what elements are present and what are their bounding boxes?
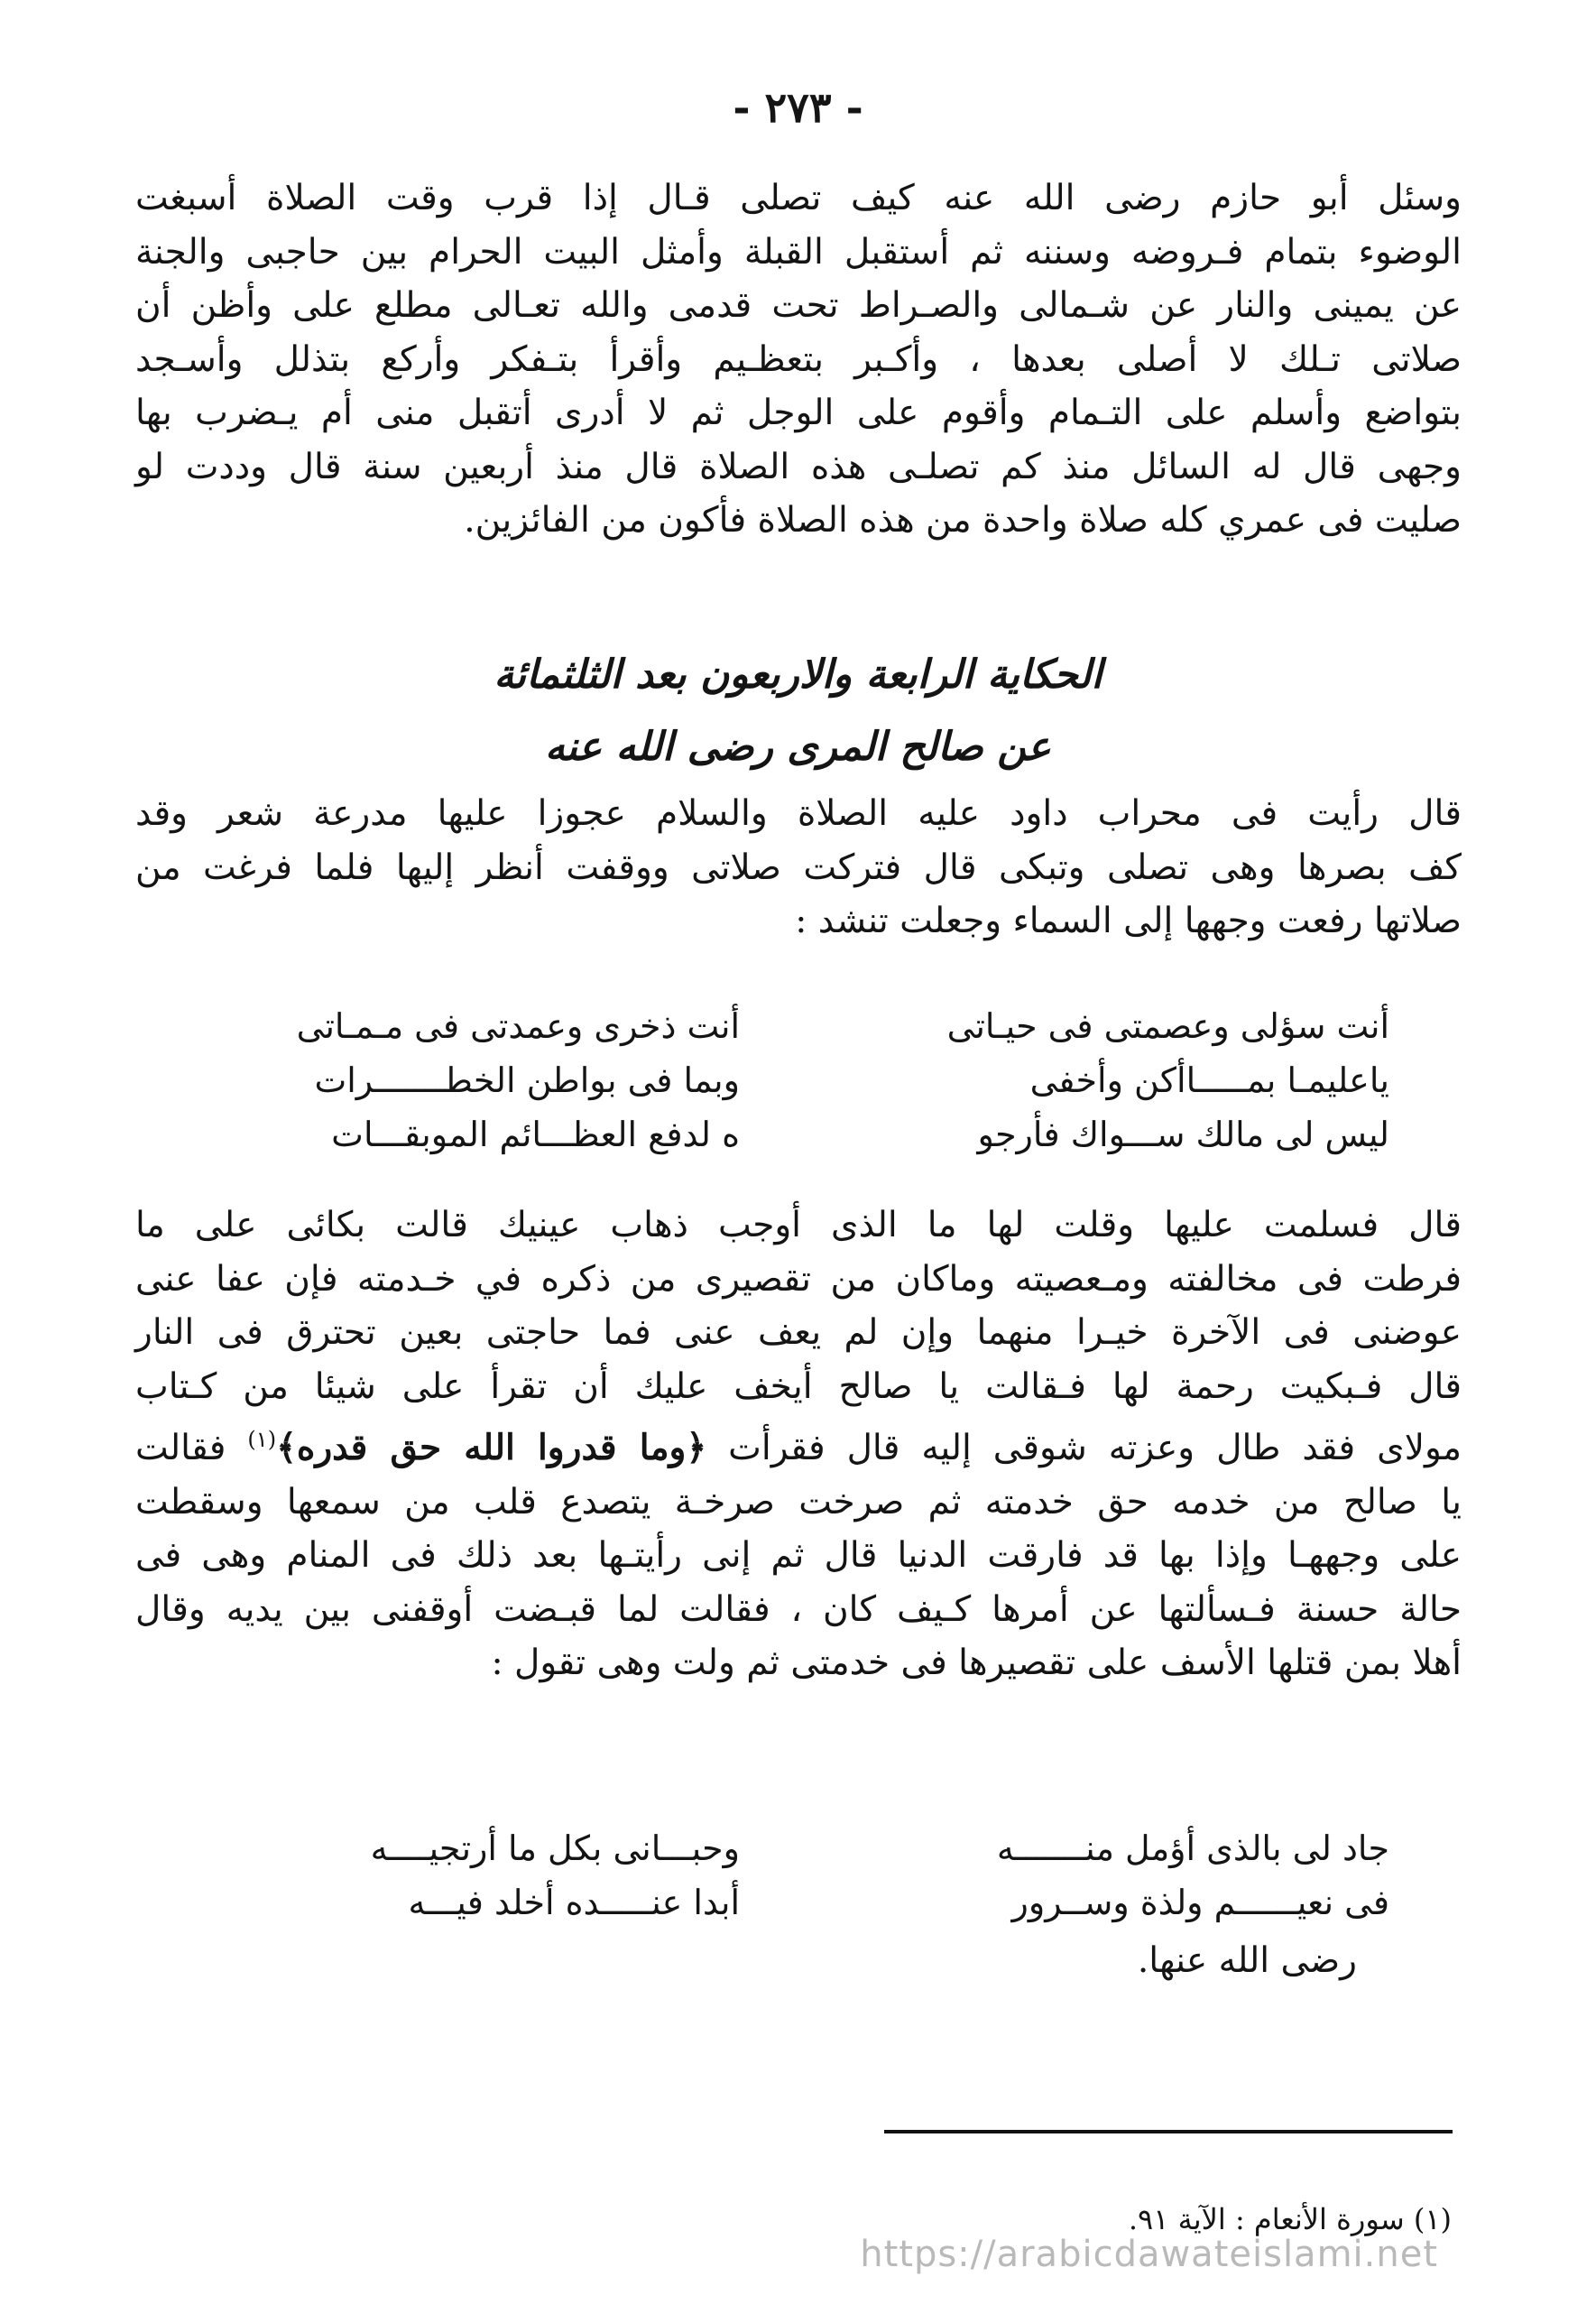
text-line: قال فسلمت عليها وقلت لها ما الذى أوجب ذهاب عينيك قالت بكائى على ما (135, 1205, 1462, 1245)
closing-text: رضى الله عنها. (1137, 1940, 1357, 1981)
verse-first-half: ليس لى مالك ســـواك فأرجو (977, 1115, 1389, 1154)
text-line: بتواضع وأسلم على التـمام وأقوم على الوجل ثم لا أدرى أتقبل منى أم يـضرب بها (135, 393, 1462, 433)
text-line: حالة حسنة فـسألتها عن أمرها كـيف كان ، فقالت لما قبـضت أوقفنى بين يديه وقال (135, 1588, 1462, 1630)
dialogue-paragraph (135, 1199, 1462, 1690)
story-paragraph (135, 787, 1462, 949)
text-line: قال فـبكيت رحمة لها فـقالت يا صالح أيخف عليك أن تقرأ على شيئا من كـتاب (135, 1365, 1462, 1407)
quran-line (135, 1413, 1462, 1476)
verse-first-half: أنت سؤلى وعصمتى فى حيـاتى (946, 1006, 1389, 1046)
poem-verse (180, 1053, 1389, 1107)
text-line: وسئل أبو حازم رضى الله عنه كيف تصلى قـال إذا قرب وقت الصلاة أسبغت (135, 178, 1462, 218)
poem-block (180, 999, 1389, 1162)
intro-paragraph (135, 171, 1462, 548)
poem-verse (180, 1107, 1389, 1162)
poem-verse (180, 999, 1389, 1053)
text-line: كف بصرها وهى تصلى وتبكى قال فتركت صلاتى ووقفت أنظر إليها فلما فرغت من (135, 847, 1462, 888)
verse-second-half: وبما فى بواطن الخطـــــــرات (314, 1060, 740, 1100)
footnote-ref: (١) (247, 1427, 277, 1452)
text-line: صليت فى عمري كله صلاة واحدة من هذه الصلاة فأكون من الفائزين. (464, 500, 1462, 541)
verse-first-half: فى نعيــــــم ولذة وســرور (1011, 1883, 1389, 1922)
story-subheading: عن صالح المرى رضى الله عنه (545, 724, 1051, 770)
verse-second-half: وحبـــانى بكل ما أرتجيــــه (370, 1828, 740, 1868)
verse-second-half: ه لدفع العظـــائم الموبقـــات (331, 1115, 740, 1154)
text-line: صلاتى تـلك لا أصلى بعدها ، وأكـبر بتعظـيم وأقرأ بتـفكر وأركع بتذلل وأسـجد (135, 338, 1462, 380)
verse-second-half: أبدا عنـــــده أخلد فيـــه (408, 1883, 740, 1922)
text-line: قال رأيت فى محراب داود عليه الصلاة والسلام عجوزا عليها مدرعة شعر وقد (135, 793, 1462, 834)
poem-verse (180, 1821, 1389, 1875)
text-line: الوضوء بتمام فـروضه وسننه ثم أستقبل القبلة وأمثل البيت الحرام بين حاجبى والجنة (135, 231, 1462, 273)
verse-second-half: أنت ذخرى وعمدتى فى مـمـاتى (296, 1006, 740, 1046)
text-line: أهلا بمن قتلها الأسف على تقصيرها فى خدمتى ثم ولت وهى تقول : (491, 1643, 1462, 1683)
text-line: على وجههـا وإذا بها قد فارقت الدنيا قال ثم إنى رأيتـها بعد ذلك فى المنام وهى فى (135, 1535, 1462, 1576)
text-line: عوضنى فى الآخرة خيـرا منهما وإن لم يعف عنى فما حاجتى بعين تحترق فى النار (135, 1312, 1462, 1353)
footnote-divider (884, 2130, 1453, 2133)
page-number: - ٢٧٣ - (733, 83, 863, 132)
verse-first-half: ياعليمـا بمـــــاأكن وأخفى (1029, 1060, 1389, 1100)
verse-first-half: جاد لى بالذى أؤمل منـــــــه (996, 1828, 1389, 1868)
quran-verse: ﴿وما قدروا الله حق قدره﴾ (276, 1427, 707, 1468)
text-line: عن يمينى والنار عن شـمالى والصـراط تحت قدمى والله تعـالى مطلع على وأظن أن (135, 285, 1462, 326)
text-line: صلاتها رفعت وجهها إلى السماء وجعلت تنشد : (795, 901, 1462, 941)
quran-line-before: مولاى فقد طال وعزته شوقى إليه قال فقرأت (728, 1428, 1462, 1468)
poem-verse (180, 1875, 1389, 1930)
quran-line-after: فقالت (135, 1428, 226, 1468)
text-line: وجهى قال له السائل منذ كم تصلـى هذه الصلاة قال منذ أربعين سنة قال وددت لو (135, 446, 1462, 487)
text-line: فرطت فى مخالفته ومـعصيته وماكان من تقصيرى من ذكره في خـدمته فإن عفا عنى (135, 1258, 1462, 1300)
story-heading: الحكاية الرابعة والاربعون بعد الثلثمائة (494, 652, 1102, 698)
watermark: https://arabicdawateislami.net (860, 2234, 1438, 2275)
poem-block (180, 1821, 1389, 1930)
footnote: (١) سورة الأنعام : الآية ٩١. (1128, 2202, 1452, 2236)
text-line: يا صالح من خدمه حق خدمته ثم صرخت صرخـة يتصدع قلب من سمعها وسقطت (135, 1481, 1462, 1522)
